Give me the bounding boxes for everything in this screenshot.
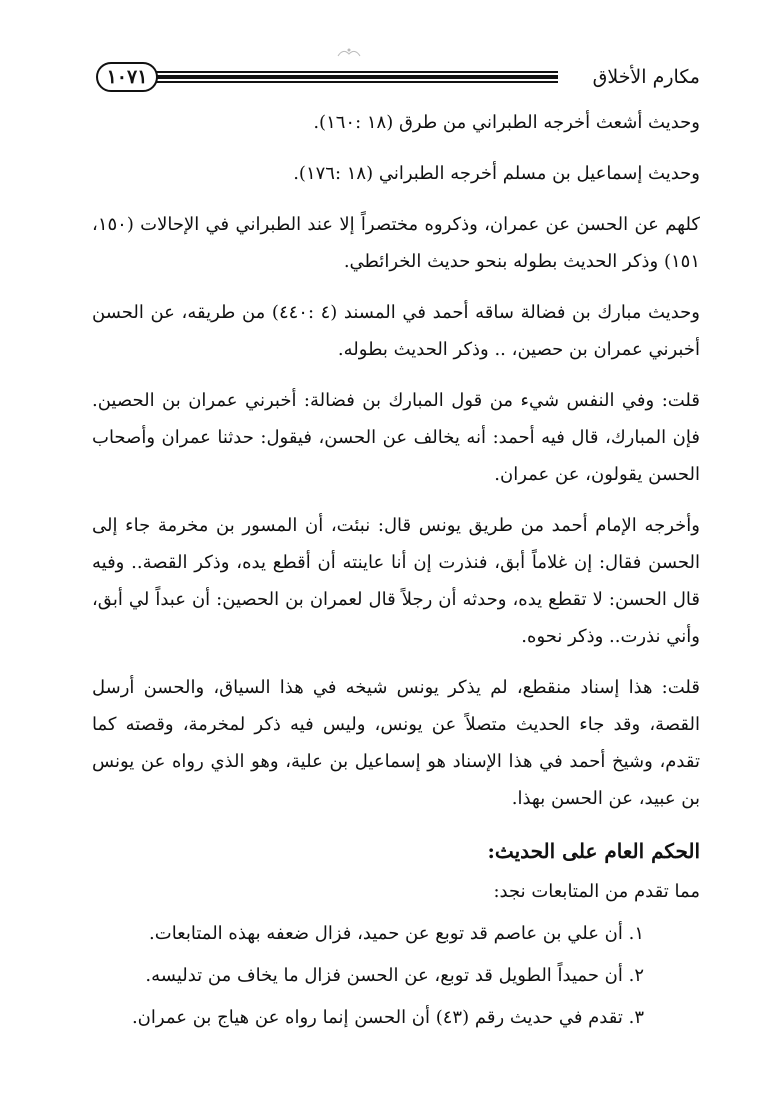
header-rule — [156, 81, 558, 83]
paragraph: قلت: هذا إسناد منقطع، لم يذكر يونس شيخه في هذا السياق، والحسن أرسل القصة، وقد جاء الحديث متصلاً عن يونس، وليس فيه ذكر لمخرمة، وقصته كما تقدم، وشيخ أحمد في هذا الإسناد هو إسماعيل بن علية، وهو الذي رواه عن يونس بن عبيد، عن الحسن بهذا. — [92, 677, 700, 809]
paragraph: وحديث إسماعيل بن مسلم أخرجه الطبراني (١٨ :١٧٦). — [293, 163, 700, 184]
page-header — [96, 62, 700, 92]
header-rule — [156, 71, 558, 73]
conclusion-list — [92, 914, 700, 1038]
book-title: مكارم الأخلاق — [592, 66, 700, 88]
section-heading: الحكم العام على الحديث: — [487, 839, 700, 863]
header-rule — [156, 75, 558, 79]
paragraph: وأخرجه الإمام أحمد من طريق يونس قال: نبئت، أن المسور بن مخرمة جاء إلى الحسن فقال: إن غلاماً أبق، فنذرت إن أنا عاينته أن أقطع يده، وذكر القصة.. وفيه قال الحسن: لا تقطع يده، وحدثه أن رجلاً قال لعمران بن الحصين: أن عبداً لي أبق، وأني نذرت.. وذكر نحوه. — [92, 515, 700, 647]
list-item: ٣. تقدم في حديث رقم (٤٣) أن الحسن إنما رواه عن هياج بن عمران. — [131, 1007, 644, 1028]
list-item: ٢. أن حميداً الطويل قد توبع، عن الحسن فزال ما يخاف من تدليسه. — [145, 965, 644, 986]
list-item: ١. أن علي بن عاصم قد توبع عن حميد، فزال ضعفه بهذه المتابعات. — [149, 923, 644, 944]
paragraph: وحديث مبارك بن فضالة ساقه أحمد في المسند (٤ :٤٤٠) من طريقه، عن الحسن أخبرني عمران بن حصين، .. وذكر الحديث بطوله. — [92, 302, 700, 360]
page-body — [92, 104, 700, 1040]
paragraph: كلهم عن الحسن عن عمران، وذكروه مختصراً إلا عند الطبراني في الإحالات (١٥٠، ١٥١) وذكر الحديث بطوله بنحو حديث الخرائطي. — [92, 214, 700, 272]
ornament-icon — [336, 46, 362, 58]
page-number: ١٠٧١ — [96, 62, 158, 92]
paragraph: وحديث أشعث أخرجه الطبراني من طرق (١٨ :١٦٠). — [313, 112, 700, 133]
paragraph: قلت: وفي النفس شيء من قول المبارك بن فضالة: أخبرني عمران بن الحصين. فإن المبارك، قال فيه أحمد: أنه يخالف عن الحسن، فيقول: حدثنا عمران وأصحاب الحسن يقولون، عن عمران. — [92, 390, 700, 485]
section-intro: مما تقدم من المتابعات نجد: — [493, 881, 700, 902]
